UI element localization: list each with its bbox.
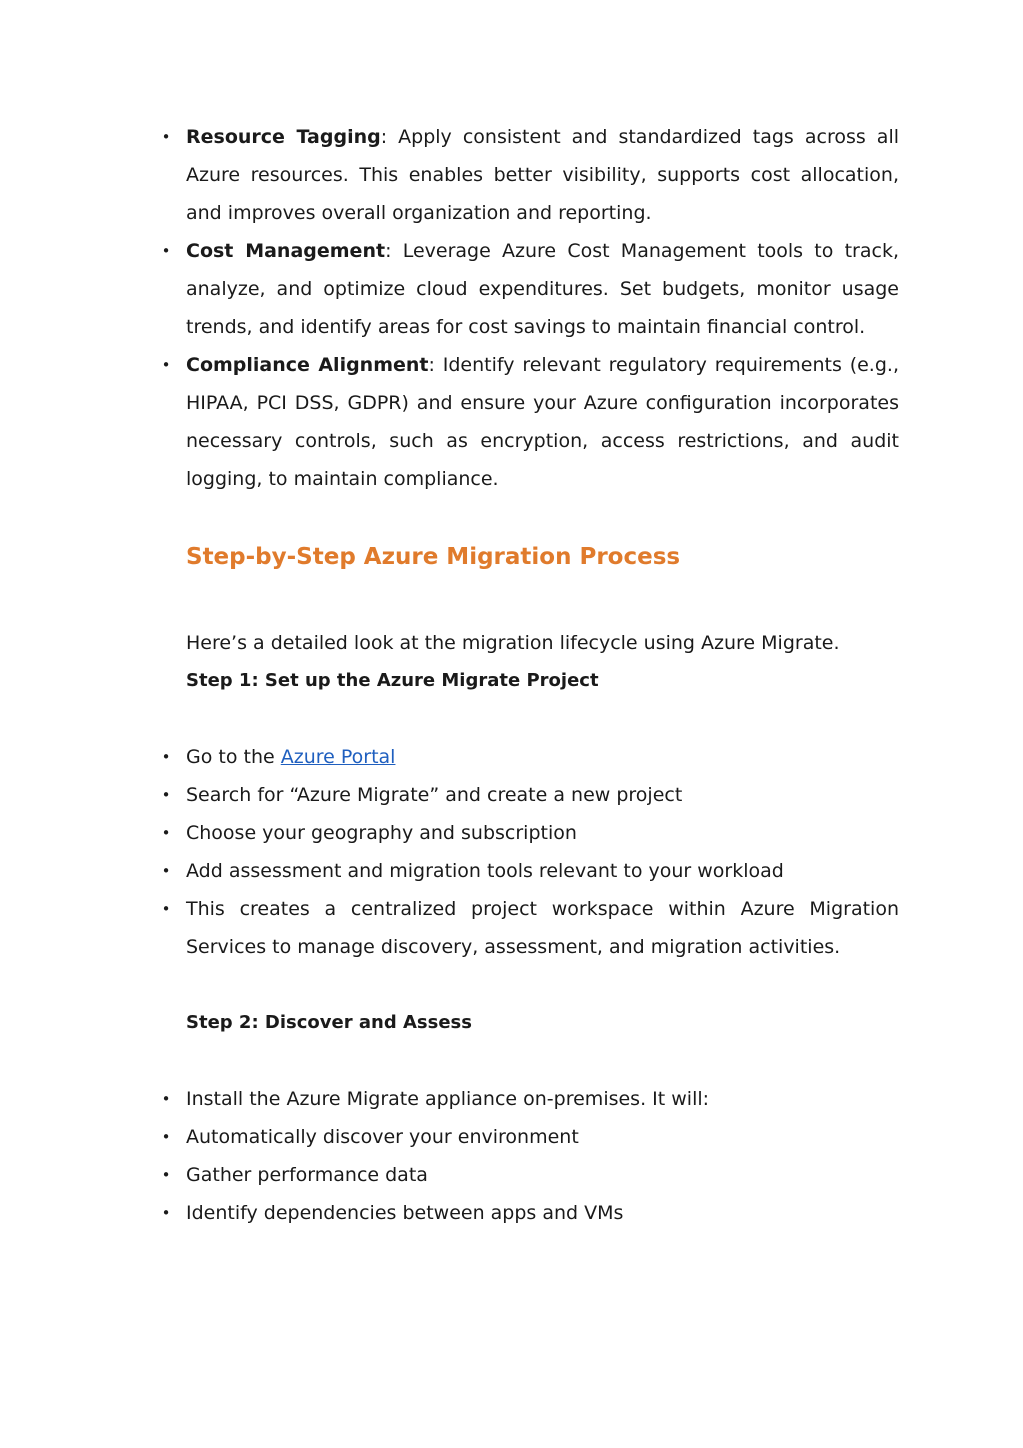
list-item — [161, 776, 899, 814]
list-item — [161, 1118, 899, 1156]
step-2-list — [161, 1080, 899, 1232]
bullet-icon: • — [161, 786, 171, 804]
list-item-text: Gather performance data — [186, 1164, 428, 1186]
bullet-icon: • — [161, 900, 171, 918]
list-item-text: Add assessment and migration tools relevant to your workload — [186, 860, 784, 882]
step-2-title: Step 2: Discover and Assess — [186, 1012, 472, 1033]
list-item — [161, 232, 899, 346]
list-item-text: Install the Azure Migrate appliance on-premises. It will: — [186, 1088, 710, 1110]
list-item — [161, 118, 899, 232]
list-item — [161, 890, 899, 966]
azure-portal-link[interactable]: Azure Portal — [280, 746, 396, 768]
list-item — [161, 1194, 899, 1232]
bullet-icon: • — [161, 242, 171, 260]
bullet-icon: • — [161, 748, 171, 766]
section-heading: Step-by-Step Azure Migration Process — [186, 544, 681, 570]
bullet-icon: • — [161, 128, 171, 146]
list-item-text: This creates a centralized project workspace within Azure Migration Services to manage discovery, assessment, and migration activities. — [186, 898, 899, 958]
bullet-icon: • — [161, 1090, 171, 1108]
list-item-text: : Identify relevant regulatory requirements (e.g., HIPAA, PCI DSS, GDPR) and ensure your Azure configuration incorporates necessary controls, such as encryption, access restrictions, and audit logging, to maintain compliance. — [186, 354, 899, 490]
list-item — [161, 738, 899, 776]
list-item-text: : Leverage Azure Cost Management tools to track, analyze, and optimize cloud expenditures. Set budgets, monitor usage trends, and identify areas for cost savings to maintain financial control. — [186, 240, 899, 338]
list-item — [161, 346, 899, 498]
step-1-title: Step 1: Set up the Azure Migrate Project — [186, 670, 599, 691]
bullet-icon: • — [161, 1128, 171, 1146]
list-item-text: Go to the — [186, 746, 281, 768]
list-item — [161, 1080, 899, 1118]
bullet-icon: • — [161, 824, 171, 842]
list-item-term: Compliance Alignment — [186, 354, 429, 376]
bullet-icon: • — [161, 862, 171, 880]
list-item-text: : Apply consistent and standardized tags across all Azure resources. This enables better visibility, supports cost allocation, and improves overall organization and reporting. — [186, 126, 899, 224]
bullet-icon: • — [161, 1204, 171, 1222]
list-item — [161, 852, 899, 890]
step-1-list — [161, 738, 899, 966]
intro-paragraph: Here’s a detailed look at the migration lifecycle using Azure Migrate. — [186, 632, 840, 654]
list-item-term: Resource Tagging — [186, 126, 381, 148]
bullet-icon: • — [161, 1166, 171, 1184]
list-item-text: Automatically discover your environment — [186, 1126, 579, 1148]
list-item — [161, 1156, 899, 1194]
list-item — [161, 814, 899, 852]
list-item-text: Identify dependencies between apps and VMs — [186, 1202, 624, 1224]
bullet-icon: • — [161, 356, 171, 374]
list-item-text: Search for “Azure Migrate” and create a new project — [186, 784, 683, 806]
list-item-text: Choose your geography and subscription — [186, 822, 577, 844]
best-practices-list — [161, 118, 899, 498]
list-item-term: Cost Management — [186, 240, 386, 262]
